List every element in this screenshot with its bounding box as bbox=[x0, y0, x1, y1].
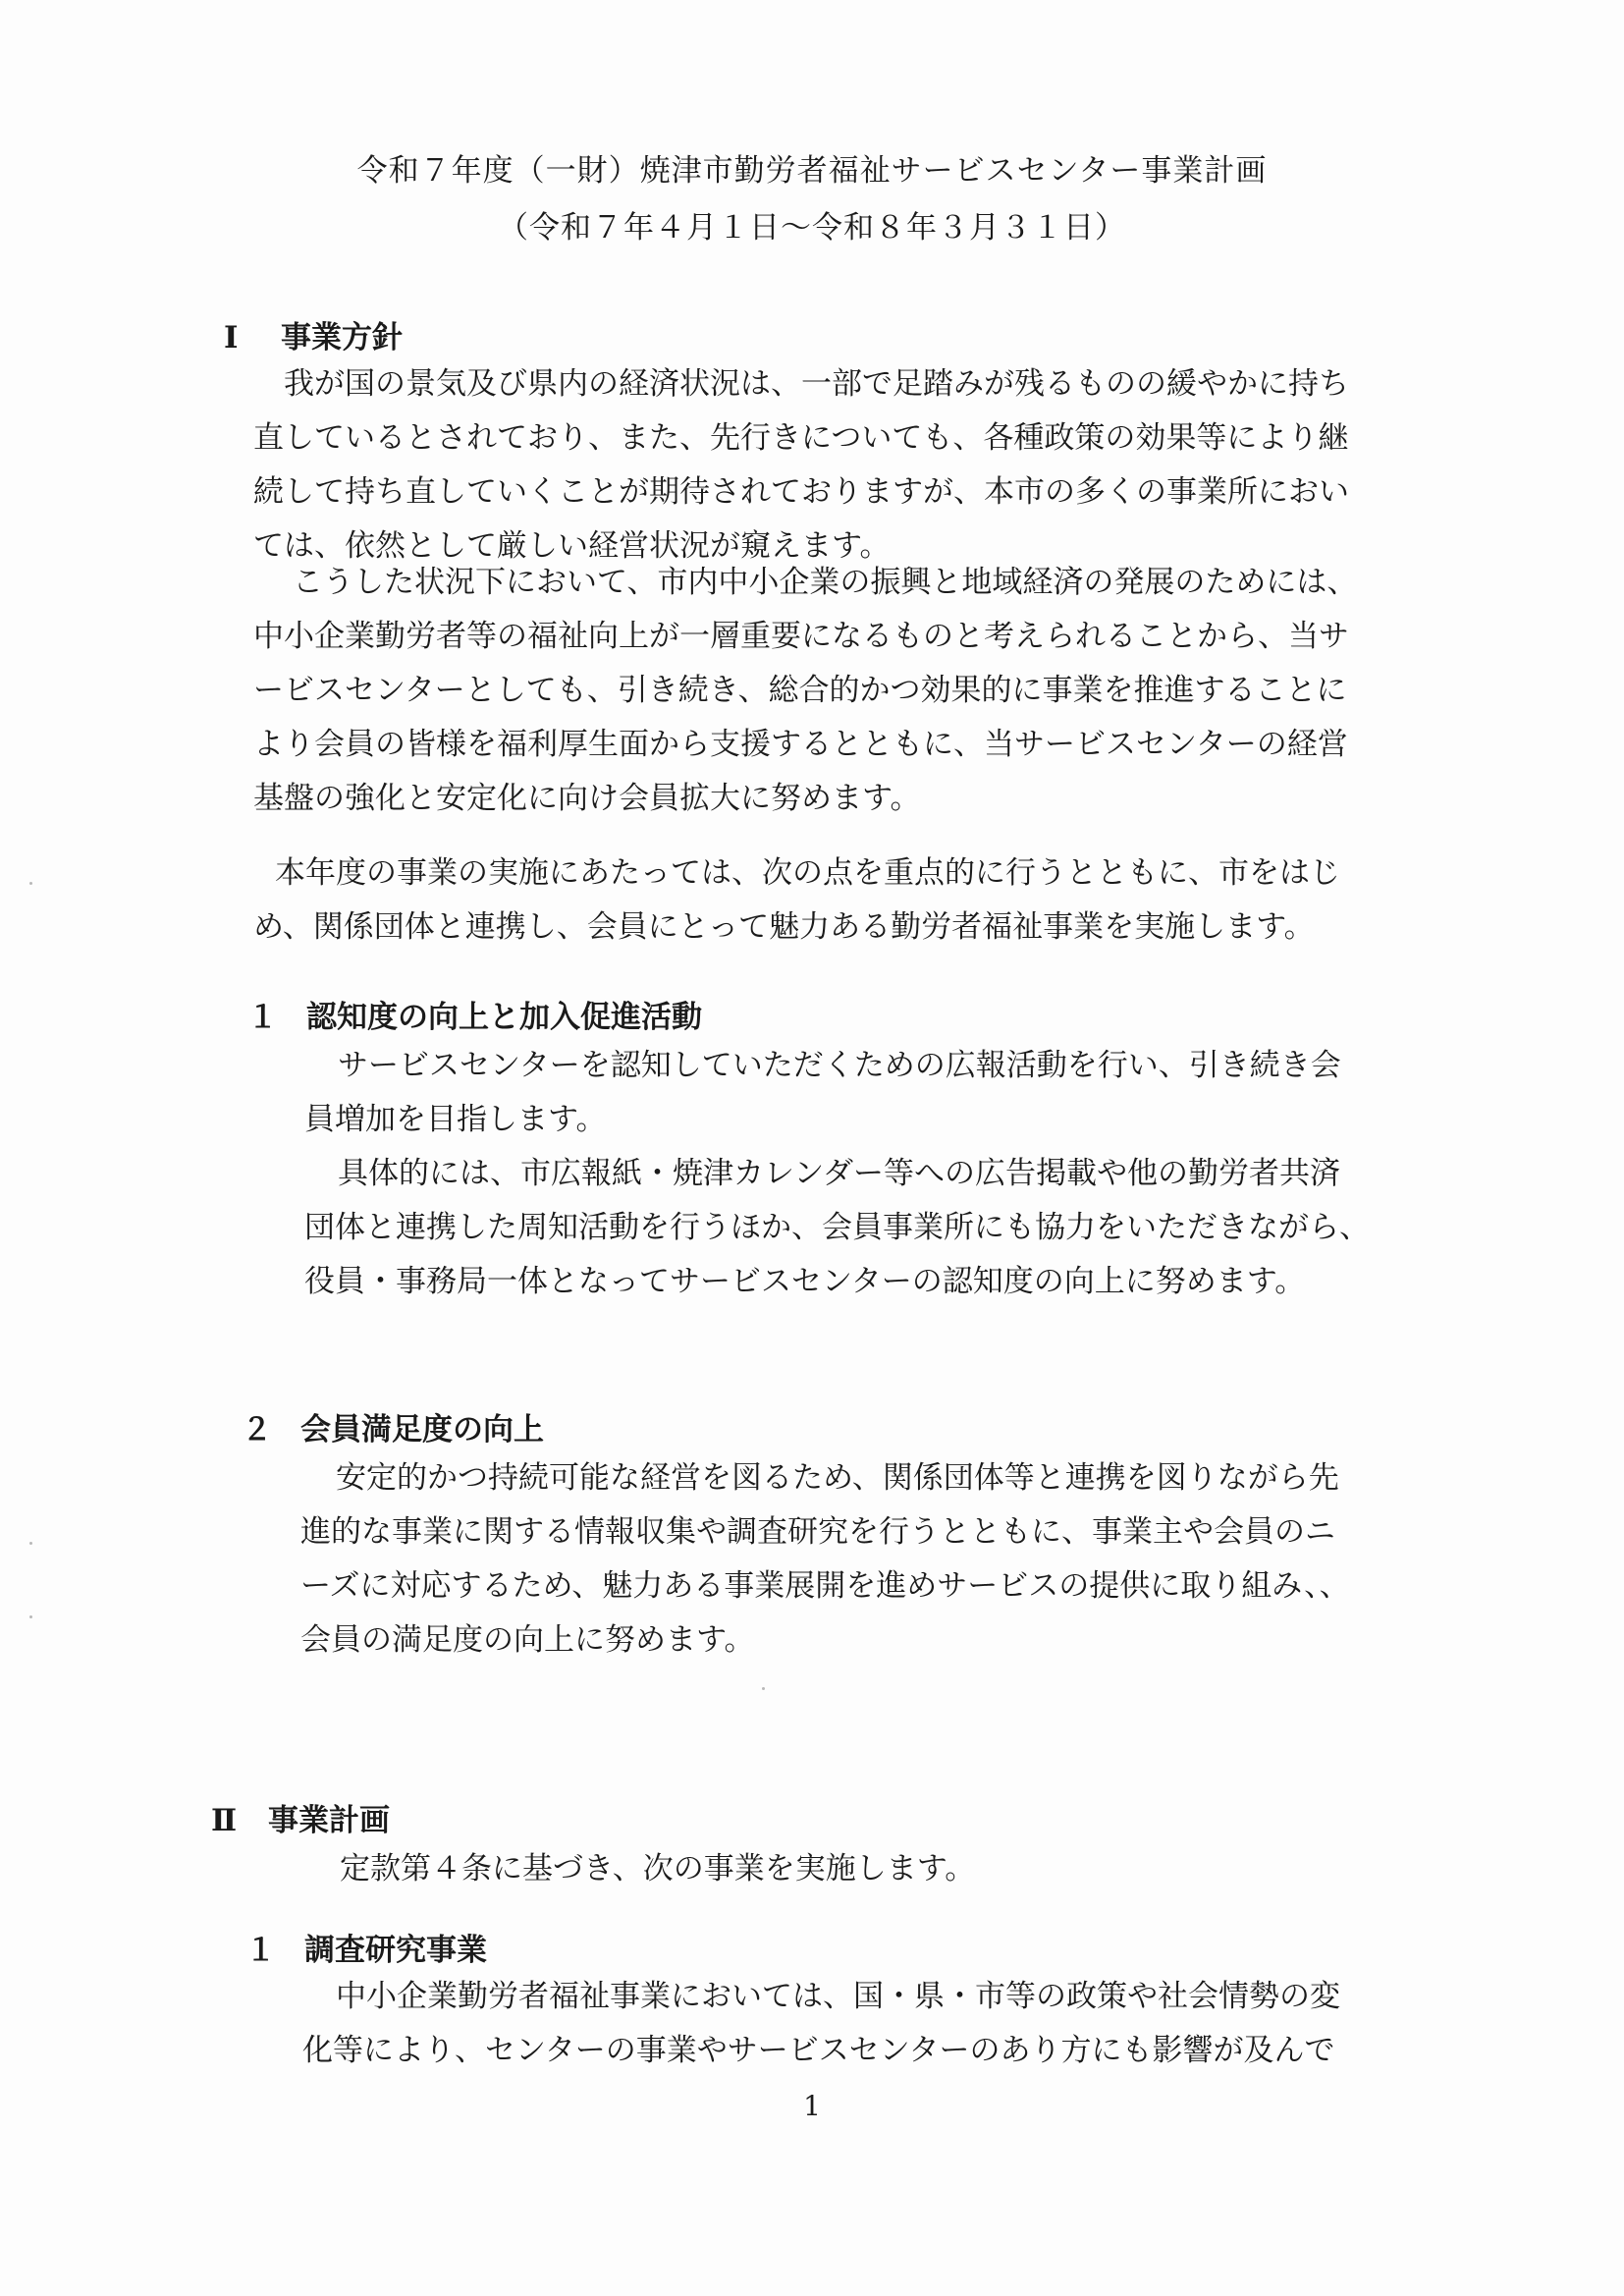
paragraph-line: 役員・事務局一体となってサービスセンターの認知度の向上に努めます。 bbox=[304, 1264, 1306, 1299]
paragraph-line: 定款第４条に基づき、次の事業を実施します。 bbox=[340, 1851, 976, 1886]
paragraph-line: 中小企業勤労者等の福祉向上が一層重要になるものと考えられることから、当サ bbox=[253, 619, 1349, 654]
section-2-item-1-title: 調査研究事業 bbox=[304, 1933, 487, 1968]
paragraph-line: 具体的には、市広報紙・焼津カレンダー等への広告掲載や他の勤労者共済 bbox=[338, 1156, 1340, 1191]
page-number: 1 bbox=[803, 2090, 821, 2122]
paragraph-line: 安定的かつ持続可能な経営を図るため、関係団体等と連携を図りながら先 bbox=[336, 1460, 1339, 1496]
paragraph-line: ービスセンターとしても、引き続き、総合的かつ効果的に事業を推進することに bbox=[253, 673, 1347, 708]
item-2-heading bbox=[242, 1404, 544, 1449]
section-2-title: 事業計画 bbox=[268, 1803, 390, 1838]
paragraph-line: ては、依然として厳しい経営状況が窺えます。 bbox=[253, 528, 891, 564]
paragraph-line: 本年度の事業の実施にあたっては、次の点を重点的に行うとともに、市をはじ bbox=[275, 855, 1340, 891]
item-1-paragraph-2 bbox=[304, 1147, 1370, 1309]
section-1-title: 事業方針 bbox=[281, 320, 403, 355]
paragraph-line: 我が国の景気及び県内の経済状況は、一部で足踏みが残るものの緩やかに持ち bbox=[284, 366, 1349, 402]
scan-speck bbox=[29, 882, 32, 885]
section-2-number: Ⅱ bbox=[211, 1803, 238, 1838]
item-2-title: 会員満足度の向上 bbox=[300, 1412, 544, 1448]
paragraph-line: 進的な事業に関する情報収集や調査研究を行うとともに、事業主や会員のニ bbox=[300, 1514, 1335, 1550]
section-2-item-1-paragraph bbox=[302, 1970, 1340, 2078]
section-2-item-1-heading bbox=[245, 1925, 487, 1969]
paragraph-line: サービスセンターを認知していただくための広報活動を行い、引き続き会 bbox=[338, 1048, 1341, 1083]
paragraph-line: 員増加を目指します。 bbox=[304, 1102, 607, 1137]
paragraph-line: 直しているとされており、また、先行きについても、各種政策の効果等により継 bbox=[253, 420, 1349, 456]
scan-speck bbox=[762, 1687, 765, 1690]
paragraph-line: 団体と連携した周知活動を行うほか、会員事業所にも協力をいただきながら、 bbox=[304, 1210, 1370, 1245]
section-2-intro bbox=[340, 1842, 975, 1896]
item-1-number: １ bbox=[247, 1000, 278, 1035]
paragraph-line: ーズに対応するため、魅力ある事業展開を進めサービスの提供に取り組み、、 bbox=[300, 1568, 1350, 1604]
paragraph-line: 基盤の強化と安定化に向け会員拡大に努めます。 bbox=[253, 781, 921, 816]
item-1-paragraph-1 bbox=[304, 1039, 1341, 1147]
document-period: （令和７年４月１日～令和８年３月３１日） bbox=[498, 210, 1126, 246]
document-title: 令和７年度（一財）焼津市勤労者福祉サービスセンター事業計画 bbox=[356, 153, 1268, 189]
item-2-number: ２ bbox=[242, 1412, 272, 1448]
paragraph-line: 続して持ち直していくことが期待されておりますが、本市の多くの事業所におい bbox=[253, 474, 1349, 510]
item-1-title: 認知度の向上と加入促進活動 bbox=[306, 1000, 702, 1035]
scan-speck bbox=[29, 1542, 32, 1545]
section-1-heading bbox=[224, 312, 403, 356]
item-1-heading bbox=[247, 992, 702, 1036]
section-1-paragraph-1 bbox=[253, 357, 1349, 574]
paragraph-line: より会員の皆様を福利厚生面から支援するとともに、当サービスセンターの経営 bbox=[253, 727, 1348, 762]
section-2-item-1-number: １ bbox=[245, 1933, 276, 1968]
section-1-number: Ⅰ bbox=[224, 320, 239, 355]
paragraph-line: こうした状況下において、市内中小企業の振興と地域経済の発展のためには、 bbox=[293, 565, 1358, 600]
section-1-paragraph-3 bbox=[253, 847, 1340, 955]
paragraph-line: め、関係団体と連携し、会員にとって魅力ある勤労者福祉事業を実施します。 bbox=[253, 909, 1315, 945]
scan-speck bbox=[29, 1615, 32, 1618]
section-2-heading bbox=[211, 1795, 390, 1839]
paragraph-line: 化等により、センターの事業やサービスセンターのあり方にも影響が及んで bbox=[302, 2033, 1335, 2068]
paragraph-line: 会員の満足度の向上に努めます。 bbox=[300, 1622, 755, 1658]
section-1-paragraph-2 bbox=[253, 556, 1357, 826]
item-2-paragraph-1 bbox=[300, 1451, 1350, 1667]
paragraph-line: 中小企業勤労者福祉事業においては、国・県・市等の政策や社会情勢の変 bbox=[336, 1979, 1340, 2014]
